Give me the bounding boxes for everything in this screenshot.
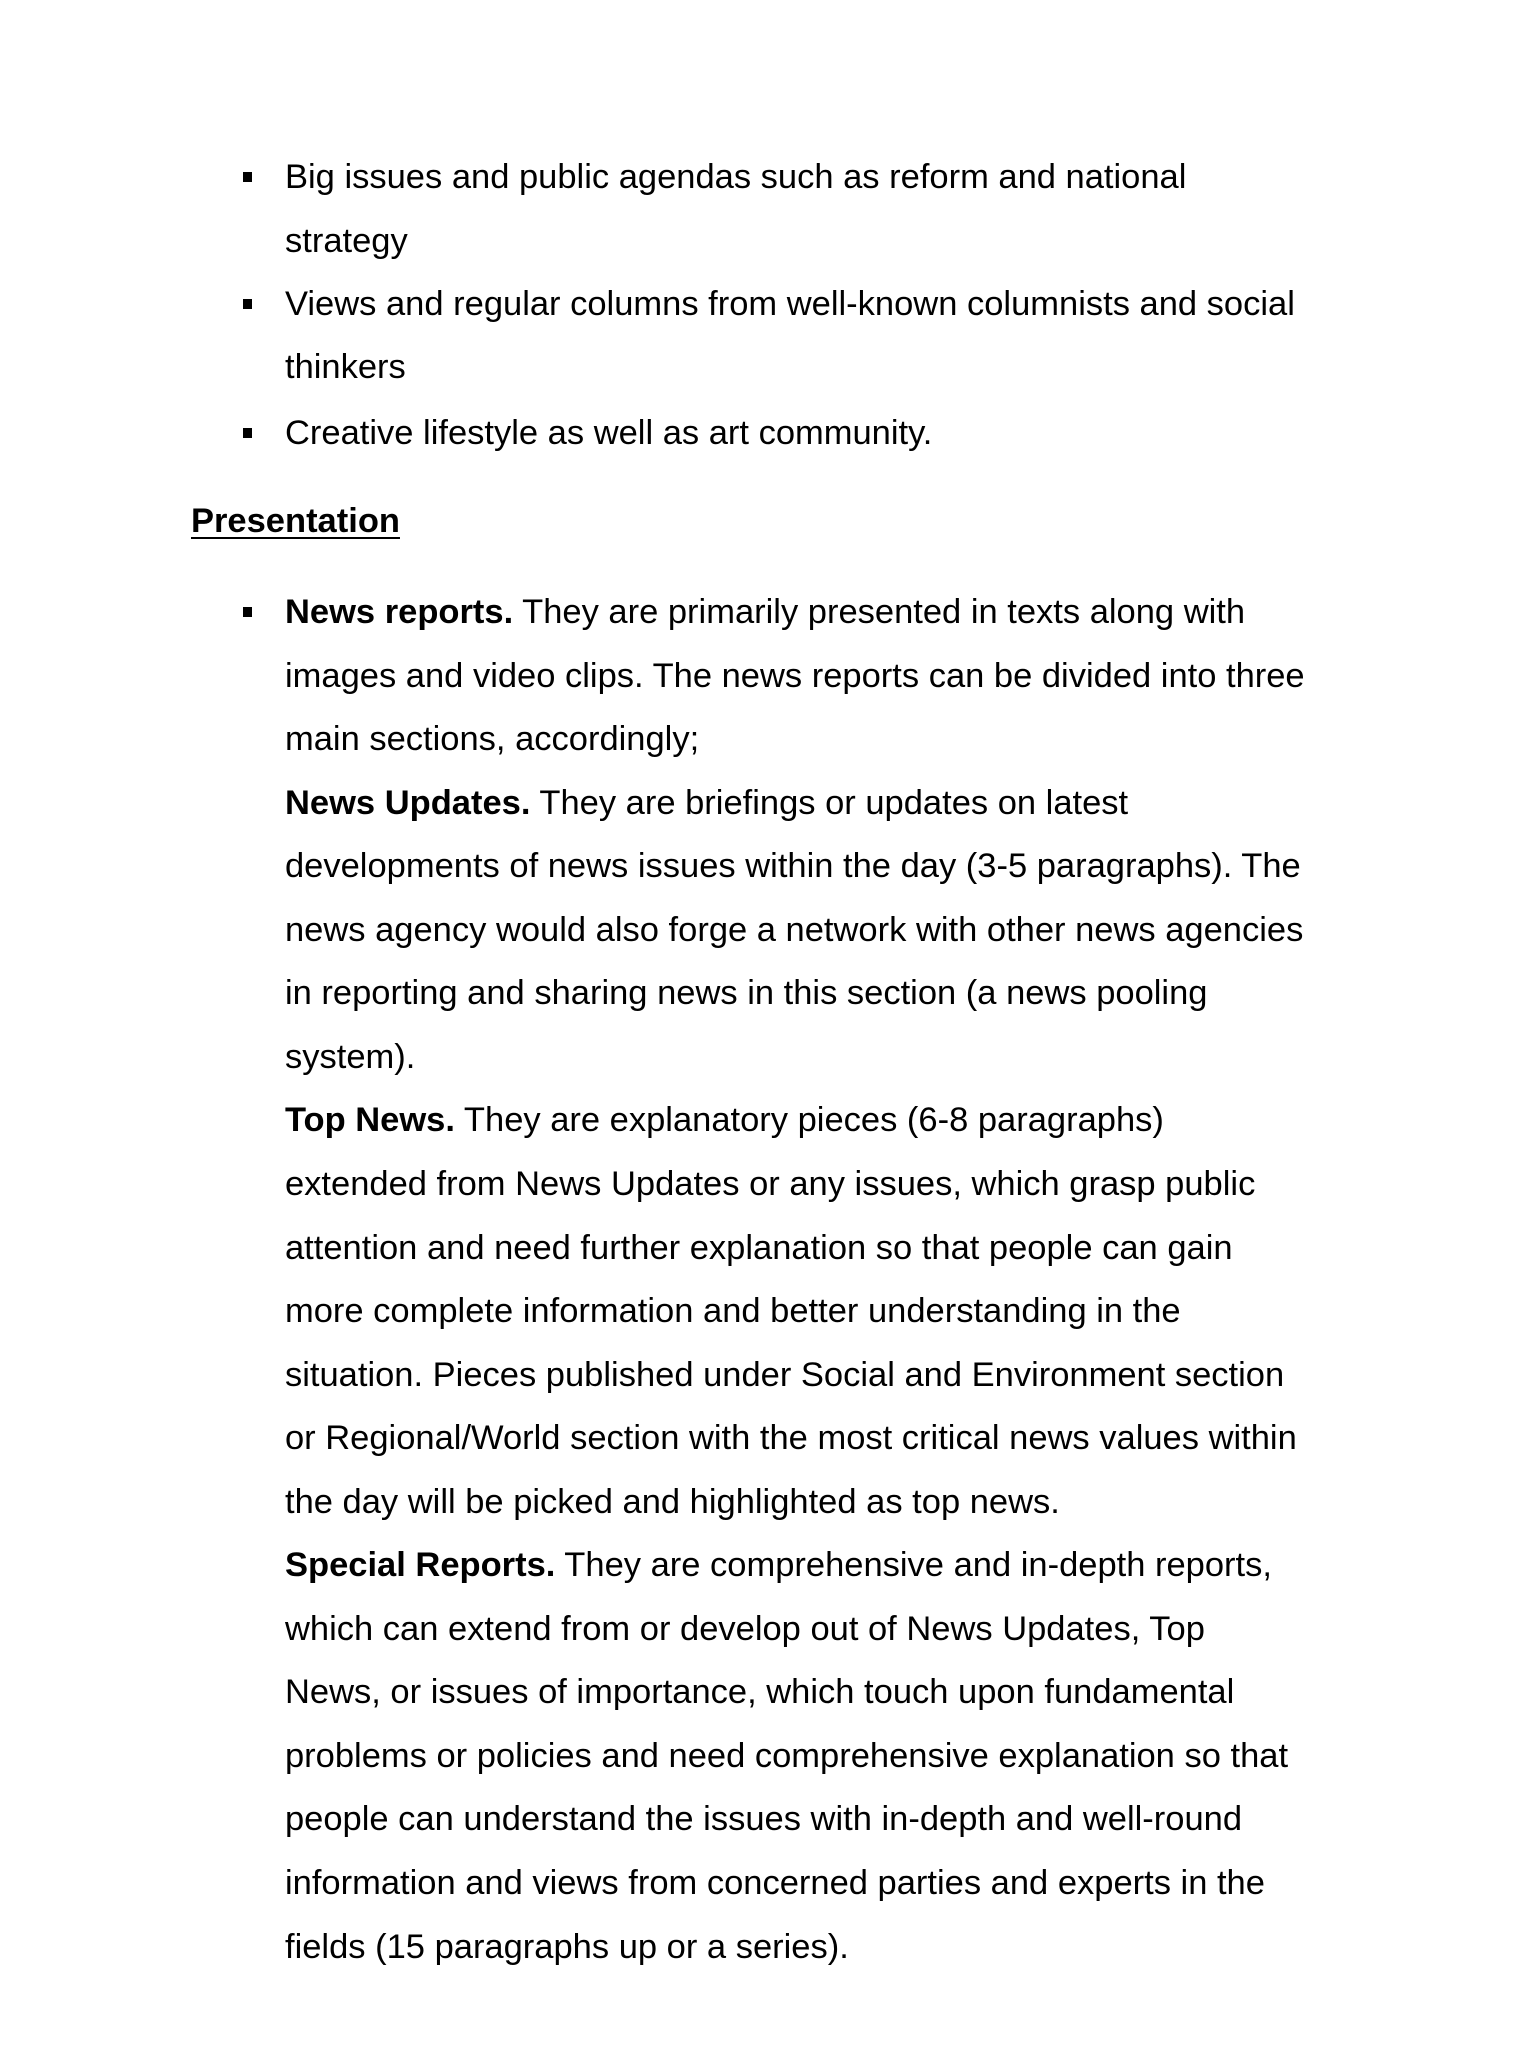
paragraph-line: [285, 1597, 1205, 1661]
line-text: situation. Pieces published under Social and Environment section: [285, 1356, 1285, 1394]
paragraph-line: [285, 1088, 1164, 1152]
paragraph-line: [285, 1343, 1284, 1407]
line-text: people can understand the issues with in-depth and well-round: [285, 1800, 1243, 1838]
paragraph-line: [285, 1216, 1233, 1280]
list-item-text: thinkers: [285, 348, 406, 386]
line-text: the day will be picked and highlighted as top news.: [285, 1483, 1060, 1521]
paragraph-line: [285, 580, 1245, 644]
paragraph-line: [285, 1660, 1234, 1724]
bullet-icon: [243, 428, 252, 438]
paragraph-line: [285, 1279, 1181, 1343]
paragraph-line: [285, 898, 1303, 962]
line-text: News, or issues of importance, which touch upon fundamental: [285, 1673, 1235, 1711]
subsection-lead: Special Reports.: [285, 1546, 556, 1584]
line-text: fields (15 paragraphs up or a series).: [285, 1928, 849, 1966]
line-text: developments of news issues within the day (3-5 paragraphs). The: [285, 847, 1301, 885]
line-text: attention and need further explanation so that people can gain: [285, 1229, 1233, 1267]
paragraph-line: [285, 707, 699, 771]
paragraph-line: [285, 1152, 1255, 1216]
subsection-lead: News Updates.: [285, 784, 531, 822]
section-heading: Presentation: [191, 502, 400, 540]
paragraph-line: [285, 834, 1301, 898]
bullet-icon: [243, 172, 252, 182]
paragraph-line: [285, 771, 1128, 835]
line-text: more complete information and better understanding in the: [285, 1292, 1181, 1330]
paragraph-line: [285, 1025, 415, 1089]
bullet-icon: [243, 607, 252, 617]
paragraph-line: [285, 1915, 849, 1979]
paragraph-line: [285, 1724, 1288, 1788]
line-text: images and video clips. The news reports can be divided into three: [285, 657, 1305, 695]
line-text: information and views from concerned parties and experts in the: [285, 1864, 1265, 1902]
line-text: They are primarily presented in texts along with: [513, 593, 1246, 631]
paragraph-line: [285, 1851, 1265, 1915]
list-item-text: Creative lifestyle as well as art community.: [285, 414, 933, 452]
list-item-text: Big issues and public agendas such as reform and national: [285, 158, 1187, 196]
paragraph-line: [285, 1533, 1272, 1597]
line-text: news agency would also forge a network with other news agencies: [285, 911, 1304, 949]
line-text: extended from News Updates or any issues, which grasp public: [285, 1165, 1256, 1203]
subsection-lead: Top News.: [285, 1101, 455, 1139]
paragraph-line: [285, 1406, 1297, 1470]
list-item-text: strategy: [285, 222, 408, 260]
subsection-lead: News reports.: [285, 593, 514, 631]
line-text: system).: [285, 1038, 416, 1076]
line-text: in reporting and sharing news in this section (a news pooling: [285, 974, 1208, 1012]
line-text: or Regional/World section with the most critical news values within: [285, 1419, 1297, 1457]
line-text: They are comprehensive and in-depth reports,: [555, 1546, 1272, 1584]
line-text: which can extend from or develop out of News Updates, Top: [285, 1610, 1205, 1648]
paragraph-line: [285, 1470, 1060, 1534]
paragraph-line: [285, 1787, 1242, 1851]
line-text: They are briefings or updates on latest: [530, 784, 1129, 822]
line-text: problems or policies and need comprehensive explanation so that: [285, 1737, 1289, 1775]
paragraph-line: [285, 644, 1305, 708]
paragraph-line: [285, 961, 1207, 1025]
bullet-icon: [243, 299, 252, 309]
line-text: main sections, accordingly;: [285, 720, 700, 758]
line-text: They are explanatory pieces (6-8 paragraphs): [454, 1101, 1164, 1139]
list-item-text: Views and regular columns from well-known columnists and social: [285, 285, 1295, 323]
